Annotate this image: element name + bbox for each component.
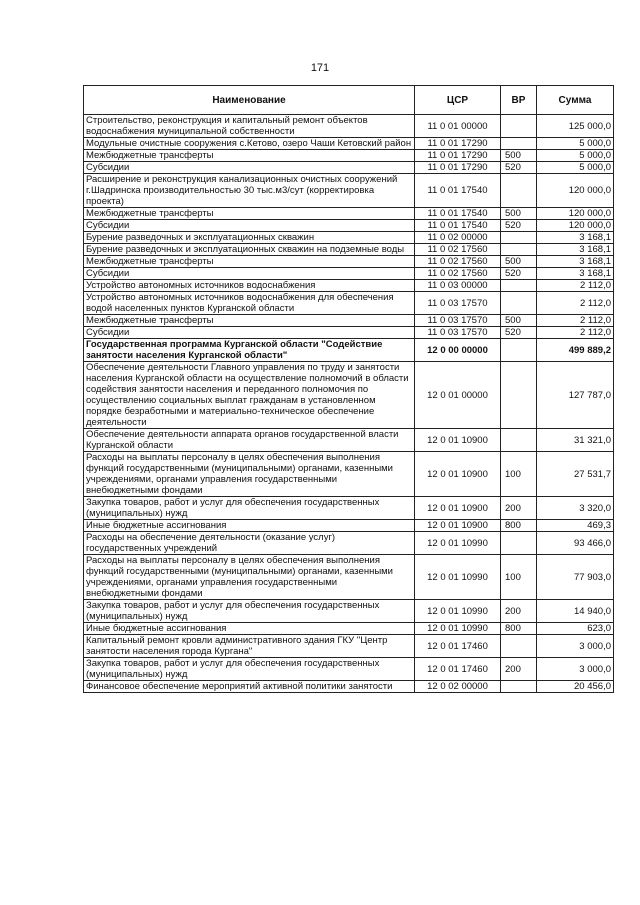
- row-sum: 2 112,0: [537, 280, 614, 292]
- table-row: [84, 600, 614, 623]
- row-vr: [501, 635, 537, 658]
- row-vr: 800: [501, 623, 537, 635]
- row-csr: 11 0 02 17560: [415, 256, 501, 268]
- table-row: [84, 315, 614, 327]
- row-sum: 5 000,0: [537, 162, 614, 174]
- row-csr: 12 0 01 10990: [415, 555, 501, 600]
- row-csr: 11 0 02 17560: [415, 244, 501, 256]
- row-csr: 12 0 00 00000: [415, 339, 501, 362]
- row-name: Модульные очистные сооружения с.Кетово, озеро Чаши Кетовский район: [84, 138, 415, 150]
- table-body: [84, 115, 614, 693]
- row-csr: 11 0 01 17290: [415, 162, 501, 174]
- row-vr: [501, 339, 537, 362]
- row-sum: 14 940,0: [537, 600, 614, 623]
- row-sum: 3 168,1: [537, 232, 614, 244]
- row-name: Межбюджетные трансферты: [84, 208, 415, 220]
- row-name: Устройство автономных источников водоснабжения: [84, 280, 415, 292]
- row-name: Расходы на обеспечение деятельности (оказание услуг) государственных учреждений: [84, 532, 415, 555]
- budget-table: [83, 85, 614, 693]
- row-sum: 499 889,2: [537, 339, 614, 362]
- row-vr: [501, 115, 537, 138]
- row-name: Расширение и реконструкция канализационных очистных сооружений г.Шадринска производительностью 30 тыс.м3/сут (корректировка проекта): [84, 174, 415, 208]
- row-name: Закупка товаров, работ и услуг для обеспечения государственных (муниципальных) нужд: [84, 497, 415, 520]
- row-csr: 12 0 01 10900: [415, 429, 501, 452]
- table-row: [84, 520, 614, 532]
- row-vr: 500: [501, 150, 537, 162]
- row-csr: 12 0 01 10900: [415, 520, 501, 532]
- table-row: [84, 256, 614, 268]
- table-row: [84, 268, 614, 280]
- row-vr: 500: [501, 315, 537, 327]
- row-vr: 520: [501, 162, 537, 174]
- table-row: [84, 555, 614, 600]
- table-header-row: [84, 86, 614, 115]
- row-name: Иные бюджетные ассигнования: [84, 520, 415, 532]
- row-vr: 500: [501, 256, 537, 268]
- table-row: [84, 292, 614, 315]
- row-sum: 27 531,7: [537, 452, 614, 497]
- row-vr: 520: [501, 327, 537, 339]
- row-sum: 3 168,1: [537, 268, 614, 280]
- row-csr: 11 0 01 17290: [415, 150, 501, 162]
- row-csr: 11 0 02 17560: [415, 268, 501, 280]
- row-sum: 127 787,0: [537, 362, 614, 429]
- row-name: Межбюджетные трансферты: [84, 150, 415, 162]
- row-vr: [501, 244, 537, 256]
- row-sum: 2 112,0: [537, 315, 614, 327]
- row-sum: 2 112,0: [537, 327, 614, 339]
- row-name: Субсидии: [84, 162, 415, 174]
- row-vr: [501, 232, 537, 244]
- row-sum: 3 320,0: [537, 497, 614, 520]
- row-name: Закупка товаров, работ и услуг для обеспечения государственных (муниципальных) нужд: [84, 600, 415, 623]
- row-vr: [501, 532, 537, 555]
- row-csr: 11 0 03 00000: [415, 280, 501, 292]
- row-sum: 3 168,1: [537, 244, 614, 256]
- row-name: Субсидии: [84, 327, 415, 339]
- row-csr: 12 0 01 00000: [415, 362, 501, 429]
- header-sum: Сумма: [537, 86, 614, 115]
- row-csr: 12 0 01 17460: [415, 635, 501, 658]
- table-row: [84, 244, 614, 256]
- row-vr: 100: [501, 555, 537, 600]
- row-name: Межбюджетные трансферты: [84, 315, 415, 327]
- row-sum: 20 456,0: [537, 681, 614, 693]
- row-vr: 520: [501, 220, 537, 232]
- row-name: Субсидии: [84, 220, 415, 232]
- table-row: [84, 658, 614, 681]
- row-sum: 3 168,1: [537, 256, 614, 268]
- table-row: [84, 362, 614, 429]
- row-vr: [501, 138, 537, 150]
- row-vr: 100: [501, 452, 537, 497]
- row-sum: 120 000,0: [537, 208, 614, 220]
- header-csr: ЦСР: [415, 86, 501, 115]
- row-sum: 31 321,0: [537, 429, 614, 452]
- row-vr: [501, 681, 537, 693]
- table-row: [84, 150, 614, 162]
- row-vr: 500: [501, 208, 537, 220]
- row-name: Капитальный ремонт кровли административного здания ГКУ "Центр занятости населения города Кургана": [84, 635, 415, 658]
- table-row: [84, 208, 614, 220]
- header-name: Наименование: [84, 86, 415, 115]
- row-name: Расходы на выплаты персоналу в целях обеспечения выполнения функций государственными (муниципальными) органами, казенными учреждениями, органами управления государственными внебюджетными фондами: [84, 452, 415, 497]
- row-sum: 5 000,0: [537, 138, 614, 150]
- row-name: Бурение разведочных и эксплуатационных скважин на подземные воды: [84, 244, 415, 256]
- row-name: Иные бюджетные ассигнования: [84, 623, 415, 635]
- row-csr: 11 0 03 17570: [415, 315, 501, 327]
- row-csr: 11 0 01 17540: [415, 174, 501, 208]
- row-csr: 12 0 01 10900: [415, 452, 501, 497]
- table-row: [84, 635, 614, 658]
- row-csr: 12 0 01 10990: [415, 623, 501, 635]
- page-number: 171: [310, 62, 330, 74]
- row-vr: [501, 292, 537, 315]
- row-name: Закупка товаров, работ и услуг для обеспечения государственных (муниципальных) нужд: [84, 658, 415, 681]
- row-sum: 2 112,0: [537, 292, 614, 315]
- table-row: [84, 532, 614, 555]
- row-name: Субсидии: [84, 268, 415, 280]
- row-name: Бурение разведочных и эксплуатационных скважин: [84, 232, 415, 244]
- row-csr: 11 0 03 17570: [415, 327, 501, 339]
- row-name: Устройство автономных источников водоснабжения для обеспечения водой населенных пунктов Курганской области: [84, 292, 415, 315]
- row-vr: 200: [501, 658, 537, 681]
- row-sum: 3 000,0: [537, 658, 614, 681]
- row-vr: [501, 174, 537, 208]
- table-row: [84, 681, 614, 693]
- header-vr: ВР: [501, 86, 537, 115]
- row-sum: 120 000,0: [537, 174, 614, 208]
- table-row: [84, 623, 614, 635]
- row-name: Финансовое обеспечение мероприятий активной политики занятости: [84, 681, 415, 693]
- row-vr: [501, 429, 537, 452]
- table-row: [84, 280, 614, 292]
- row-sum: 77 903,0: [537, 555, 614, 600]
- row-name: Государственная программа Курганской области "Содействие занятости населения Курганской области": [84, 339, 415, 362]
- row-name: Межбюджетные трансферты: [84, 256, 415, 268]
- row-name: Обеспечение деятельности аппарата органов государственной власти Курганской области: [84, 429, 415, 452]
- row-name: Расходы на выплаты персоналу в целях обеспечения выполнения функций государственными (муниципальными) органами, казенными учреждениями, органами управления государственными внебюджетными фондами: [84, 555, 415, 600]
- row-vr: [501, 362, 537, 429]
- row-vr: 800: [501, 520, 537, 532]
- row-csr: 11 0 03 17570: [415, 292, 501, 315]
- row-sum: 125 000,0: [537, 115, 614, 138]
- row-csr: 12 0 01 17460: [415, 658, 501, 681]
- table-row: [84, 497, 614, 520]
- table-row: [84, 115, 614, 138]
- table-row: [84, 232, 614, 244]
- table-row: [84, 452, 614, 497]
- table-row: [84, 327, 614, 339]
- row-vr: 200: [501, 600, 537, 623]
- table-row: [84, 220, 614, 232]
- row-sum: 93 466,0: [537, 532, 614, 555]
- row-sum: 120 000,0: [537, 220, 614, 232]
- table-row: [84, 138, 614, 150]
- row-csr: 12 0 01 10990: [415, 600, 501, 623]
- row-csr: 12 0 01 10900: [415, 497, 501, 520]
- row-sum: 623,0: [537, 623, 614, 635]
- row-csr: 12 0 02 00000: [415, 681, 501, 693]
- row-csr: 11 0 01 17290: [415, 138, 501, 150]
- row-csr: 11 0 01 00000: [415, 115, 501, 138]
- row-csr: 11 0 02 00000: [415, 232, 501, 244]
- table-row: [84, 339, 614, 362]
- row-sum: 3 000,0: [537, 635, 614, 658]
- row-name: Строительство, реконструкция и капитальный ремонт объектов водоснабжения муниципальной собственности: [84, 115, 415, 138]
- table-row: [84, 162, 614, 174]
- table-row: [84, 174, 614, 208]
- row-sum: 469,3: [537, 520, 614, 532]
- row-name: Обеспечение деятельности Главного управления по труду и занятости населения Курганской области на осуществление полномочий в области содействия занятости населения и переданного полномочия по осуществлению социальных выплат гражданам в установленном порядке безработными и материально-техническое обеспечение деятельности: [84, 362, 415, 429]
- row-sum: 5 000,0: [537, 150, 614, 162]
- table-row: [84, 429, 614, 452]
- row-vr: 200: [501, 497, 537, 520]
- row-csr: 12 0 01 10990: [415, 532, 501, 555]
- row-csr: 11 0 01 17540: [415, 220, 501, 232]
- row-vr: 520: [501, 268, 537, 280]
- row-vr: [501, 280, 537, 292]
- row-csr: 11 0 01 17540: [415, 208, 501, 220]
